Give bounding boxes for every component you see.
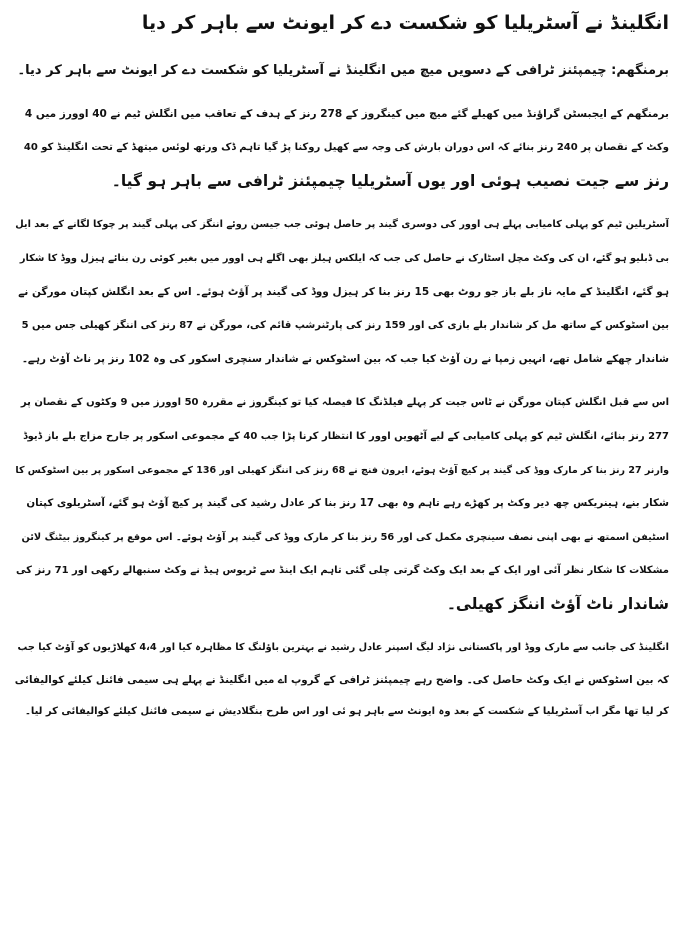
paragraph-line: کہ بین اسٹوکس نے ایک وکٹ حاصل کی۔ واضح رہے چیمپئنز ٹرافی کے گروپ اے میں انگلینڈ نے پہلے ہی سیمی فائنل کیلئے کوالیفائی [14, 673, 669, 686]
paragraph-line: برمنگھم کے ایجبسٹن گراؤنڈ میں کھیلے گئے میچ میں کینگروز کے 278 رنز کے ہدف کے تعاقب میں انگلش ٹیم نے 40 اوورز میں 4 [24, 107, 669, 120]
article-headline: انگلینڈ نے آسٹریلیا کو شکست دے کر ایونٹ سے باہر کر دیا [141, 12, 669, 34]
article-paragraph-england-innings [14, 208, 669, 376]
paragraph-line: شاندار ناٹ آؤٹ اننگز کھیلی۔ [446, 594, 669, 613]
paragraph-line: ہو گئے، انگلینڈ کے مایہ ناز بلے باز جو روٹ بھی 15 رنز بنا کر ہیزل ووڈ کی گیند پر آؤٹ ہوئے۔ اس کے بعد انگلش کپتان مورگن نے [18, 285, 669, 298]
paragraph-line: بین اسٹوکس کے ساتھ مل کر شاندار بلے بازی کی اور 159 رنز کی پارٹنرشپ قائم کی، مورگن نے 87 رنز کی اننگز کھیلی جس میں 5 [21, 320, 669, 332]
paragraph-line: 277 رنز بنائے، انگلش ٹیم کو پہلی کامیابی کے لیے آٹھویں اوور کا انتظار کرنا پڑا جب 40 کے مجموعی اسکور پر جارح مزاج بلے باز ڈیوڈ [23, 430, 669, 442]
paragraph-line: شاندار چھکے شامل تھے، انہیں زمپا نے رن آؤٹ کیا جب کہ بین اسٹوکس نے شاندار سنچری اسکور کی وہ 102 رنز پر ناٹ آؤٹ رہے۔ [21, 352, 669, 365]
paragraph-line: برمنگھم: چیمپئنز ٹرافی کے دسویں میچ میں انگلینڈ نے آسٹریلیا کو شکست دے کر ایونٹ سے باہر کر دیا۔ [17, 63, 669, 78]
article [14, 6, 669, 932]
paragraph-line: کر لیا تھا مگر اب آسٹریلیا کے شکست کے بعد وہ ایونٹ سے باہر ہو ئی اور اس طرح بنگلادیش نے سیمی فائنل کیلئے کوالیفائی کر لیا۔ [24, 705, 669, 717]
article-paragraph-match-result [14, 98, 669, 199]
paragraph-line: بی ڈبلیو ہو گئے، ان کی وکٹ مچل اسٹارک نے حاصل کی جب کہ ایلکس ہیلز بھی اگلے ہی اوور میں بغیر کوئی رن بنائے ہیزل ووڈ کا شکار [19, 252, 669, 264]
article-paragraph-bowling [14, 632, 669, 728]
paragraph-line: وکٹ کے نقصان پر 240 رنز بنائے کہ اس دوران بارش کی وجہ سے کھیل روکنا پڑ گیا تاہم ڈک ورتھ لوئس میتھڈ کے تحت انگلینڈ کو 40 [23, 142, 669, 154]
paragraph-line: اس سے قبل انگلش کپتان مورگن نے ٹاس جیت کر پہلے فیلڈنگ کا فیصلہ کیا تو کینگروز نے مقررہ 50 اوورز میں 9 وکٹوں کے نقصان پر [20, 397, 669, 409]
paragraph-line: مشکلات کا شکار نظر آئی اور ایک کے بعد ایک وکٹ گرتی چلی گئی تاہم ایک اینڈ سے ٹریوس ہیڈ نے وکٹ سنبھالے رکھی اور 71 رنز کی [16, 565, 669, 577]
paragraph-line: رنز سے جیت نصیب ہوئی اور یوں آسٹریلیا چیمپئنز ٹرافی سے باہر ہو گیا۔ [111, 171, 669, 190]
paragraph-line: آسٹریلین ٹیم کو پہلی کامیابی پہلے ہی اوور کی دوسری گیند پر حاصل ہوئی جب جیسن روئے اننگز کی پہلی گیند پر چوکا لگانے کے بعد ایل [15, 219, 669, 231]
paragraph-line: شکار بنے، ہینریکس چھ دیر وکٹ پر کھڑے رہے تاہم وہ بھی 17 رنز بنا کر عادل رشید کی گیند پر کیچ آؤٹ ہو گئے، آسٹریلوی کپتان [26, 497, 669, 510]
paragraph-line: اسٹیفن اسمتھ نے بھی اپنی نصف سینچری مکمل کی اور 56 رنز بنا کر مارک ووڈ کی گیند پر آؤٹ ہوئے۔ اس موقع پر کینگروز بیٹنگ لائن [21, 531, 669, 543]
paragraph-line: انگلینڈ کی جانب سے مارک ووڈ اور پاکستانی نژاد لیگ اسپنر عادل رشید نے بہترین باؤلنگ کا مظاہرہ کیا اور 4،4 کھلاڑیوں کو آؤٹ کیا جب [17, 641, 669, 653]
paragraph-line: وارنر 27 رنز بنا کر مارک ووڈ کی گیند پر کیچ آؤٹ ہوئے، ایرون فنچ نے 68 رنز کی اننگز کھیلی اور 136 کے مجموعی اسکور پر بین اسٹوکس کا [15, 464, 669, 476]
article-paragraph-australia-innings [14, 386, 669, 621]
article-paragraph-intro [14, 54, 669, 88]
